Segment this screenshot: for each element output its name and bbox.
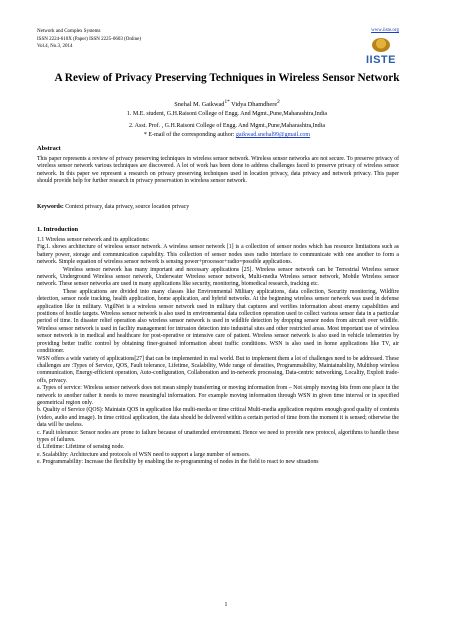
logo-wordmark: IISTE: [365, 54, 396, 66]
paper-title: A Review of Privacy Preserving Techniques in Wireless Sensor Network: [54, 72, 400, 84]
corresponding-email: [37, 131, 417, 139]
author-2-marker: 2: [277, 99, 280, 105]
paragraph: WSN offers a wide variety of applications[27] that can be implemented in real world. But to implement them a lot of challenges need to be addressed. These challenges are :Types of Service, QOS, Fault tolerance, Lifetime, Scalability, Wide range of densities, Programmability, Maintainability, Multihop wireless communication, Energy-efficient operation, Auto-configuration, Collaboration and in-network processing, Data-centric networking, Locality, Exploit trade-offs, privacy.: [37, 355, 399, 384]
list-item: e. Scalability: Architecture and protocols of WSN need to support a large number of sensors.: [37, 451, 251, 458]
paragraph: Fig.1. shows architecture of wireless sensor network. A wireless sensor network [1] is a collection of sensor nodes which has resource limitations such as battery power, storage and communication capability. This collection of sensor nodes uses radio interface to communicate with one another to form a network. Simple equation of wireless sensor network is sensing power+processor+radio=possible applications.: [37, 244, 399, 266]
affiliation-1: 1. M.E. student, G.H.Raisoni College of Engg. And Mgmt.,Pune,Maharashtra,India: [126, 111, 328, 117]
page-number: 1: [224, 602, 228, 608]
journal-url-link[interactable]: www.iiste.org: [371, 28, 399, 33]
list-item: d. Lifetime: Lifetime of sensing node.: [37, 444, 125, 451]
list-item: e. Programmability: Increase the flexibility by enabling the re-programming of nodes in the field to react to new situations: [37, 459, 319, 466]
journal-header: [37, 28, 399, 70]
author-2: Vidya Dhamdhere: [229, 101, 278, 109]
keywords-list: Context privacy, data privacy, source location privacy: [63, 204, 190, 210]
email-link[interactable]: gaikwad.snehal99@gmail.com: [235, 132, 311, 138]
list-item: c. Fault tolerance: Sensor nodes are prone to failure because of unattended environment. Hence we need to provide new protocol, algorithms to handle these types of failures.: [37, 429, 399, 443]
journal-issn: ISSN 2224-610X (Paper) ISSN 2225-0603 (Online): [37, 36, 142, 42]
journal-name: Network and Complex Systems: [37, 29, 101, 34]
section-body: [37, 237, 399, 467]
list-item: b. Quality of Service (QOS): Maintain QOS in application like multi-media or time critical Multi-media application requires enough good quality of contents (video, audio and image). In time critical application, the data should be delivered within a certain period of time from the moment it is sensed; otherwise the data will be useless.: [37, 407, 399, 429]
author-1-marker: 1*: [224, 99, 230, 105]
iiste-logo: [363, 38, 399, 67]
paragraph: Wireless sensor network has many important and necessary applications [25]. Wireless sensor network can be Terrestrial Wireless sensor network, Underground Wireless sensor network, Underwater Wireless sensor network, Multi-media Wireless sensor network, Mobile Wireless sensor network. These sensor networks are used in many applications like security, monitoring, biomedical research, tracking etc.: [37, 266, 399, 288]
subsection-heading: 1.1 Wireless sensor network and its applications:: [37, 237, 150, 243]
affiliation-2: 2. Asst. Prof. , G.H.Raisoni College of Engg. And Mgmt.,Pune,Maharashtra,India: [129, 123, 325, 129]
section-heading: 1. Introduction: [37, 226, 79, 233]
list-item: a. Types of service: Wireless sensor network does not mean simply transferring or moving information from – Not simply moving bits from one place in the network to another rather it needs to move meaningful information. For example moving information through WSN in given time interval or in specified geometrical region only.: [37, 385, 399, 406]
abstract-heading: Abstract: [37, 145, 61, 152]
keywords: [37, 204, 399, 211]
author-1: Snehal M. Gaikwad: [174, 101, 225, 109]
email-prefix: * E-mail of the corresponding author:: [143, 132, 236, 138]
journal-volume: Vol.4, No.3, 2014: [37, 44, 73, 49]
abstract-text: This paper represents a review of privacy preserving techniques in wireless sensor network. Wireless sensor networks are not secure. To preserve privacy of wireless sensor network various techniques are discovered. A lot of work has been done to address challenges faced to preserve privacy of wireless sensor network. In this paper we represent a research on privacy preserving techniques used in location privacy, data privacy and network privacy. This paper should provide help for further research in privacy preservation in wireless sensor network.: [37, 156, 399, 185]
author-list: [37, 98, 417, 109]
paragraph: These applications are divided into many classes like Environmental Military applications, data collection, Security monitoring, Wildfire detection, sensor node tracking, health application, home application, and hybrid networks. At the beginning wireless sensor network was used in defense application like in military. VigilNet is a wireless sensor network used in military that captures and verifies information about enemy capabilities and positions of hostile targets. Wireless sensor network is also used in environmental data collection operation used to collect various sensor data in a particular period of time. In disaster relief operation also wireless sensor network is used in wildlife detection by dropping sensor nodes from aircraft over wildlife. Wireless sensor network is used in facility management for intrusion detection into industrial sites and other restricted areas. Most important use of wireless sensor network is in medical and healthcare for post-operative or intensive care of patient. Wireless sensor network is also used in vehicle telemetries by providing better traffic control by obtaining finer-grained information about traffic conditions. WSN is also used in home applications like TV, air conditioner.: [37, 288, 399, 355]
logo-emblem-icon: [372, 38, 390, 52]
keywords-label: Keywords:: [37, 204, 64, 210]
